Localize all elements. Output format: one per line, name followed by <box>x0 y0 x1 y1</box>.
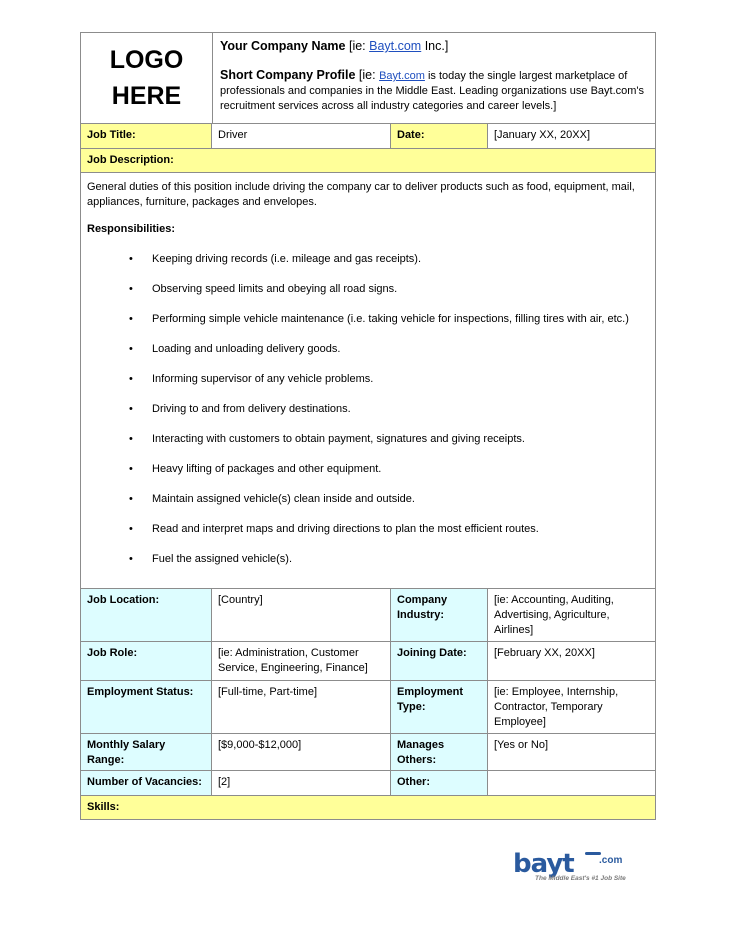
company-profile-text: is today the single largest marketplace of professionals and companies in the Middle East. Leading organizations use Bayt.com's recruitment services across all industry categories and career levels.] <box>220 70 645 112</box>
bullet-icon: • <box>129 403 133 415</box>
responsibility-text: Driving to and from delivery destinations. <box>152 403 351 415</box>
details-row <box>80 734 656 771</box>
bullet-icon: • <box>129 253 133 265</box>
detail-value: [ie: Employee, Internship, Contractor, Temporary Employee] <box>494 686 619 728</box>
date-label: Date: <box>391 124 488 148</box>
date-value: [January XX, 20XX] <box>494 129 590 141</box>
company-name-link[interactable]: Bayt.com <box>369 39 422 53</box>
logo-line-1: LOGO <box>109 46 184 74</box>
company-name-label: Your Company Name <box>220 39 346 53</box>
detail-value: [February XX, 20XX] <box>494 647 595 659</box>
detail-label: Job Role: <box>81 642 212 680</box>
detail-value: [Full-time, Part-time] <box>212 681 391 733</box>
company-profile <box>220 68 649 114</box>
company-profile-link[interactable]: Bayt.com <box>379 70 425 82</box>
job-description-body <box>80 173 656 589</box>
bullet-icon: • <box>129 463 133 475</box>
responsibility-text: Keeping driving records (i.e. mileage and gas receipts). <box>152 253 422 265</box>
bullet-icon: • <box>129 283 133 295</box>
responsibility-item <box>87 371 649 401</box>
details-table <box>80 589 656 796</box>
detail-label: Job Location: <box>81 589 212 641</box>
detail-value: [2] <box>212 771 391 795</box>
responsibility-text: Interacting with customers to obtain payment, signatures and giving receipts. <box>152 433 525 445</box>
bullet-icon: • <box>129 343 133 355</box>
logo-line-2: HERE <box>111 82 182 110</box>
details-row <box>80 681 656 734</box>
responsibility-item <box>87 521 649 551</box>
bullet-icon: • <box>129 373 133 385</box>
responsibility-item <box>87 491 649 521</box>
job-title-value: Driver <box>212 124 391 148</box>
responsibility-item <box>87 431 649 461</box>
responsibility-text: Loading and unloading delivery goods. <box>152 343 341 355</box>
detail-label: Number of Vacancies: <box>81 771 212 795</box>
company-name-pre: [ie: <box>345 39 370 53</box>
detail-value: [ie: Administration, Customer Service, Engineering, Finance] <box>212 642 391 680</box>
detail-label: Employment Status: <box>81 681 212 733</box>
header <box>80 32 656 124</box>
responsibility-item <box>87 251 649 281</box>
bullet-icon: • <box>129 553 133 565</box>
company-name-post: Inc.] <box>421 39 449 53</box>
responsibility-text: Read and interpret maps and driving directions to plan the most efficient routes. <box>152 523 539 535</box>
job-title-label: Job Title: <box>81 124 212 148</box>
responsibilities-label: Responsibilities: <box>87 223 176 235</box>
responsibility-text: Fuel the assigned vehicle(s). <box>152 553 293 565</box>
responsibility-text: Heavy lifting of packages and other equipment. <box>152 463 382 475</box>
skills-label: Skills: <box>81 796 655 819</box>
logo-placeholder <box>81 33 213 123</box>
responsibility-text: Informing supervisor of any vehicle problems. <box>152 373 374 385</box>
company-info <box>213 33 655 123</box>
company-name <box>220 39 649 54</box>
bayt-brand: bayt <box>513 849 574 879</box>
bullet-icon: • <box>129 433 133 445</box>
bayt-tagline: The Middle East's #1 Job Site <box>535 875 626 882</box>
bayt-brand-suffix: .com <box>599 855 623 866</box>
detail-label: Employment Type: <box>391 681 488 733</box>
responsibility-text: Observing speed limits and obeying all road signs. <box>152 283 398 295</box>
job-description-form <box>80 32 656 820</box>
responsibility-item <box>87 401 649 431</box>
responsibility-item <box>87 461 649 491</box>
bullet-icon: • <box>129 523 133 535</box>
detail-value: [Yes or No] <box>494 739 549 751</box>
company-profile-label: Short Company Profile <box>220 68 356 82</box>
details-row <box>80 589 656 642</box>
details-row <box>80 642 656 681</box>
job-description-text: General duties of this position include driving the company car to deliver products such as food, equipment, mail, appliances, furniture, packages and envelopes. <box>87 181 635 208</box>
detail-label: Monthly Salary Range: <box>81 734 212 770</box>
detail-value <box>488 771 655 795</box>
detail-label: Other: <box>391 771 488 795</box>
detail-value: [$9,000-$12,000] <box>212 734 391 770</box>
responsibility-text: Performing simple vehicle maintenance (i.e. taking vehicle for inspections, filling tires with air, etc.) <box>152 313 629 325</box>
detail-label: Company Industry: <box>391 589 488 641</box>
company-profile-pre: [ie: <box>355 68 380 82</box>
responsibility-item <box>87 551 649 581</box>
skills-row <box>80 796 656 820</box>
responsibility-item <box>87 341 649 371</box>
detail-label: Manages Others: <box>391 734 488 770</box>
job-description-header <box>80 149 656 173</box>
detail-value: [ie: Accounting, Auditing, Advertising, Agriculture, Airlines] <box>494 594 614 636</box>
bayt-logo <box>513 849 653 885</box>
bullet-icon: • <box>129 493 133 505</box>
job-title-row <box>80 124 656 149</box>
detail-value: [Country] <box>212 589 391 641</box>
details-row <box>80 771 656 796</box>
responsibility-text: Maintain assigned vehicle(s) clean inside and outside. <box>152 493 415 505</box>
responsibilities-list <box>87 251 649 581</box>
job-description-label: Job Description: <box>81 149 655 172</box>
detail-label: Joining Date: <box>391 642 488 680</box>
responsibility-item <box>87 311 649 341</box>
responsibility-item <box>87 281 649 311</box>
bullet-icon: • <box>129 313 133 325</box>
